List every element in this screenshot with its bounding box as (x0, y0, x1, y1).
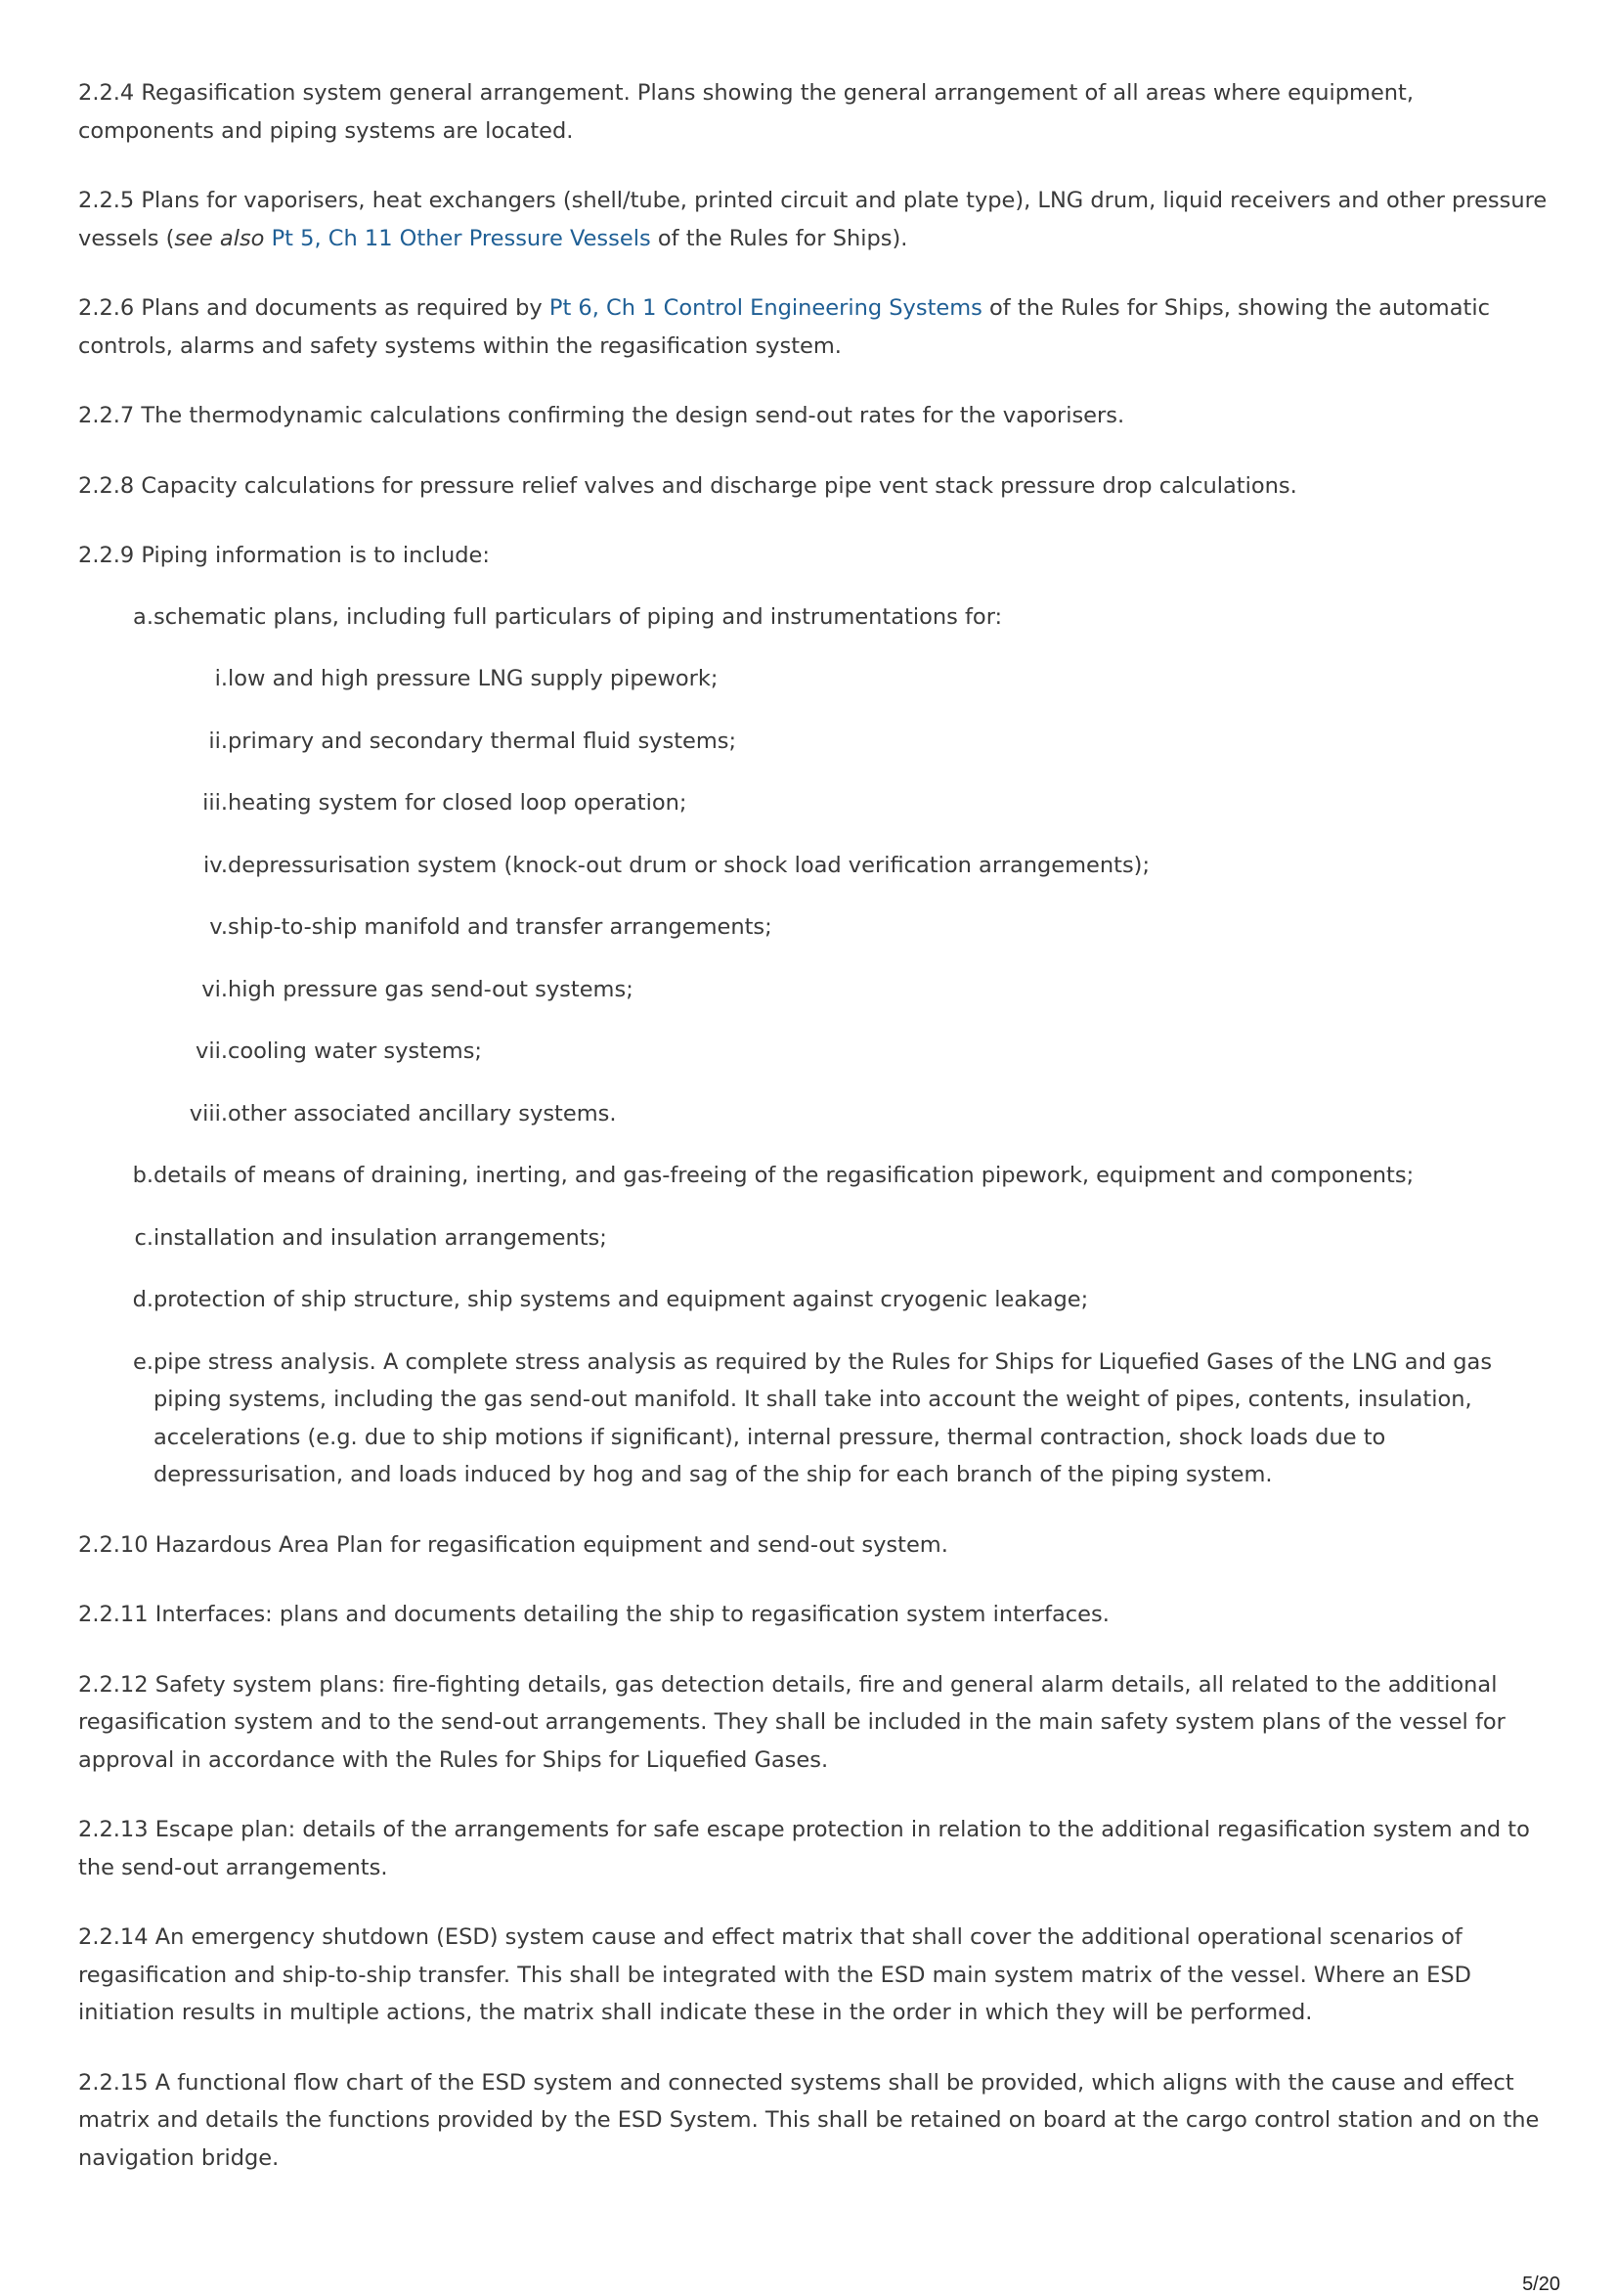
paragraph-text: of the Rules for Ships). (650, 225, 908, 251)
list-item-text: low and high pressure LNG supply pipework; (228, 666, 719, 691)
list-item-text: primary and secondary thermal fluid systems; (228, 728, 737, 754)
paragraph-2-2-11: 2.2.11 Interfaces: plans and documents detailing the ship to regasification system interfaces. (78, 1602, 1110, 1627)
list-item-e (78, 1344, 1550, 1494)
paragraph-text: 2.2.5 Plans for vaporisers, heat exchangers (shell/tube, printed circuit and plate type), LNG drum, liquid receivers and other pressure vessels ( (78, 188, 1548, 251)
list-marker: ii. (208, 728, 228, 754)
link-pt5-ch11[interactable]: Pt 5, Ch 11 Other Pressure Vessels (271, 225, 651, 251)
see-also-text: see also (174, 225, 265, 251)
list-item-text: details of means of draining, inerting, and gas-freeing of the regasification pipework, equipment and components; (153, 1163, 1415, 1188)
list-item-text: installation and insulation arrangements; (153, 1224, 607, 1251)
paragraph-2-2-4: 2.2.4 Regasification system general arrangement. Plans showing the general arrangement of all areas where equipment, components and piping systems are located. (78, 80, 1415, 144)
list-marker: v. (209, 914, 228, 940)
list-item-text: heating system for closed loop operation; (228, 790, 687, 816)
list-item-text: protection of ship structure, ship systems and equipment against cryogenic leakage; (153, 1287, 1089, 1312)
paragraph-2-2-13: 2.2.13 Escape plan: details of the arrangements for safe escape protection in relation to the additional regasification system and to the send-out arrangements. (78, 1817, 1530, 1880)
list-marker: iii. (202, 790, 228, 816)
sub-list-item-vii (78, 1033, 1550, 1071)
list-marker: i. (214, 666, 228, 691)
list-marker: iv. (203, 852, 228, 878)
list-marker: vi. (201, 976, 228, 1002)
list-item-c (78, 1219, 1550, 1258)
link-pt6-ch1[interactable]: Pt 6, Ch 1 Control Engineering Systems (548, 295, 982, 321)
paragraph-2-2-10: 2.2.10 Hazardous Area Plan for regasification equipment and send-out system. (78, 1531, 948, 1558)
paragraph-text: 2.2.6 Plans and documents as required by (78, 295, 549, 321)
paragraph-2-2-12: 2.2.12 Safety system plans: fire-fighting details, gas detection details, fire and general alarm details, all related to the additional regasification system and to the send-out arrangements. They shall be included in the main safety system plans of the vessel for approval in accordance with the Rules for Ships for Liquefied Gases. (78, 1671, 1506, 1773)
list-item-text: other associated ancillary systems. (228, 1100, 617, 1126)
sub-list-item-i (78, 660, 1550, 698)
paragraph-2-2-7: 2.2.7 The thermodynamic calculations confirming the design send-out rates for the vaporisers. (78, 403, 1125, 428)
document-body (78, 74, 1550, 2209)
list-marker: d. (132, 1287, 153, 1312)
list-item-b (78, 1157, 1550, 1195)
sub-list-item-iv (78, 847, 1550, 885)
paragraph-2-2-8: 2.2.8 Capacity calculations for pressure relief valves and discharge pipe vent stack pressure drop calculations. (78, 472, 1297, 499)
list-item-text: ship-to-ship manifold and transfer arrangements; (228, 914, 772, 940)
paragraph-2-2-9: 2.2.9 Piping information is to include: (78, 543, 490, 568)
paragraph-text: of the Rules for Ships, showing the automatic controls, alarms and safety systems within the regasification system. (78, 295, 1490, 359)
list-marker: viii. (189, 1100, 228, 1126)
list-marker: b. (132, 1163, 153, 1188)
list-item-text: schematic plans, including full particulars of piping and instrumentations for: (153, 603, 1003, 630)
list-item-a (78, 598, 1550, 637)
sub-list-item-iii (78, 784, 1550, 822)
list-item-text: depressurisation system (knock-out drum or shock load verification arrangements); (228, 852, 1151, 878)
paragraph-2-2-6 (78, 289, 1550, 365)
page-number: 5/20 (1522, 2274, 1560, 2295)
list-marker: vii. (196, 1038, 228, 1064)
list-item-text: pipe stress analysis. A complete stress analysis as required by the Rules for Ships for Liquefied Gases of the LNG and gas piping systems, including the gas send-out manifold. It shall take into account the weight of pipes, contents, insulation, accelerations (e.g. due to ship motions if significant), internal pressure, thermal contraction, shock loads due to depressurisation, and loads induced by hog and sag of the ship for each branch of the piping system. (153, 1348, 1493, 1487)
paragraph-2-2-14: 2.2.14 An emergency shutdown (ESD) system cause and effect matrix that shall cover the additional operational scenarios of regasification and ship-to-ship transfer. This shall be integrated with the ESD main system matrix of the vessel. Where an ESD initiation results in multiple actions, the matrix shall indicate these in the order in which they will be performed. (78, 1924, 1472, 2025)
sub-list-item-ii (78, 723, 1550, 761)
list-marker: c. (134, 1224, 153, 1251)
list-item-text: high pressure gas send-out systems; (228, 976, 633, 1002)
list-item-text: cooling water systems; (228, 1038, 483, 1064)
sub-list-item-v (78, 908, 1550, 947)
list-item-d (78, 1281, 1550, 1319)
sub-list-item-vi (78, 971, 1550, 1009)
sub-list-item-viii (78, 1095, 1550, 1133)
list-marker: e. (133, 1348, 153, 1375)
list-marker: a. (133, 603, 153, 630)
paragraph-2-2-5 (78, 182, 1550, 257)
paragraph-2-2-15: 2.2.15 A functional flow chart of the ESD system and connected systems shall be provided, which aligns with the cause and effect matrix and details the functions provided by the ESD System. This shall be retained on board at the cargo control station and on the navigation bridge. (78, 2069, 1540, 2171)
